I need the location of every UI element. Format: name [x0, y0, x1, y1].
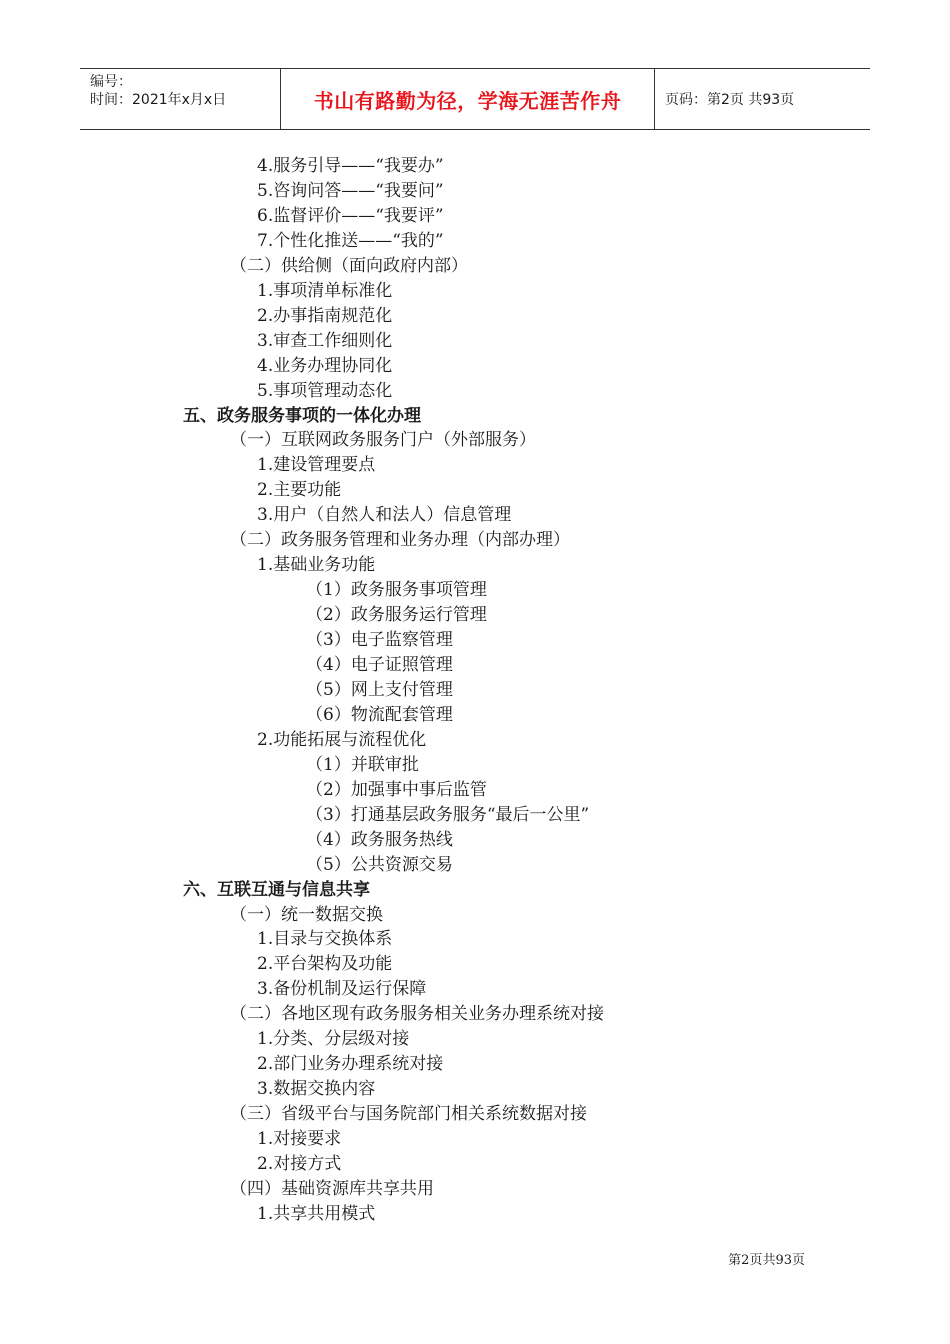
header-page-label: 页码：第2页 共93页: [665, 92, 795, 108]
outline-item: （4）政务服务热线: [306, 829, 453, 850]
page-header: [80, 68, 870, 130]
outline-item: 5.咨询问答——“我要问”: [257, 180, 444, 201]
outline-item: 7.个性化推送——“我的”: [257, 230, 444, 251]
outline-item: （2）加强事中事后监管: [306, 779, 487, 800]
outline-item: 4.服务引导——“我要办”: [257, 156, 444, 176]
subsection-heading: （二）各地区现有政务服务相关业务办理系统对接: [230, 1004, 604, 1025]
subsection-heading: （二）供给侧（面向政府内部）: [230, 255, 468, 276]
outline-item: 3.备份机制及运行保障: [257, 979, 427, 1000]
outline-item: （3）电子监察管理: [306, 630, 453, 651]
outline-item: 2.部门业务办理系统对接: [257, 1054, 444, 1075]
outline-item: （1）并联审批: [306, 754, 419, 775]
outline-item: 2.办事指南规范化: [257, 305, 393, 326]
outline-item: 2.平台架构及功能: [257, 954, 393, 975]
header-motto: 书山有路勤为径，学海无涯苦作舟: [281, 69, 655, 129]
section-heading: 五、政务服务事项的一体化办理: [183, 405, 421, 426]
outline-item: 1.事项清单标准化: [257, 280, 393, 301]
document-time-label: 时间：2021年x月x日: [90, 92, 227, 108]
outline-item: 1.对接要求: [257, 1129, 342, 1150]
outline-item: 5.事项管理动态化: [257, 380, 393, 401]
outline-item: 2.主要功能: [257, 480, 342, 501]
subsection-heading: （三）省级平台与国务院部门相关系统数据对接: [230, 1104, 587, 1125]
outline-item: 1.基础业务功能: [257, 555, 376, 576]
document-number-label: 编号：: [90, 74, 132, 90]
outline-item: （3）打通基层政务服务“最后一公里”: [306, 804, 590, 825]
outline-item: （5）网上支付管理: [306, 679, 453, 700]
outline-item: 3.审查工作细则化: [257, 330, 393, 351]
outline-item: 4.业务办理协同化: [257, 355, 393, 376]
outline-item: （6）物流配套管理: [306, 704, 453, 725]
subsection-heading: （一）互联网政务服务门户（外部服务）: [230, 430, 536, 451]
subsection-heading: （一）统一数据交换: [230, 904, 383, 925]
subsection-heading: （二）政务服务管理和业务办理（内部办理）: [230, 530, 570, 551]
outline-item: 2.功能拓展与流程优化: [257, 729, 427, 750]
outline-item: 3.数据交换内容: [257, 1079, 376, 1100]
outline-item: 1.分类、分层级对接: [257, 1029, 410, 1050]
outline-item: 1.目录与交换体系: [257, 929, 393, 950]
page-footer: 第2页共93页: [728, 1253, 805, 1268]
section-heading: 六、互联互通与信息共享: [183, 879, 370, 900]
outline-item: 1.建设管理要点: [257, 455, 376, 476]
outline-item: 3.用户（自然人和法人）信息管理: [257, 505, 512, 526]
subsection-heading: （四）基础资源库共享共用: [230, 1178, 434, 1199]
outline-item: 1.共享共用模式: [257, 1203, 376, 1224]
outline-item: 6.监督评价——“我要评”: [257, 205, 444, 226]
header-info-cell: [80, 69, 281, 129]
outline-item: （5）公共资源交易: [306, 854, 453, 875]
outline-item: （1）政务服务事项管理: [306, 580, 487, 601]
outline-item: （4）电子证照管理: [306, 655, 453, 675]
outline-item: （2）政务服务运行管理: [306, 605, 487, 626]
outline-item: 2.对接方式: [257, 1154, 342, 1174]
